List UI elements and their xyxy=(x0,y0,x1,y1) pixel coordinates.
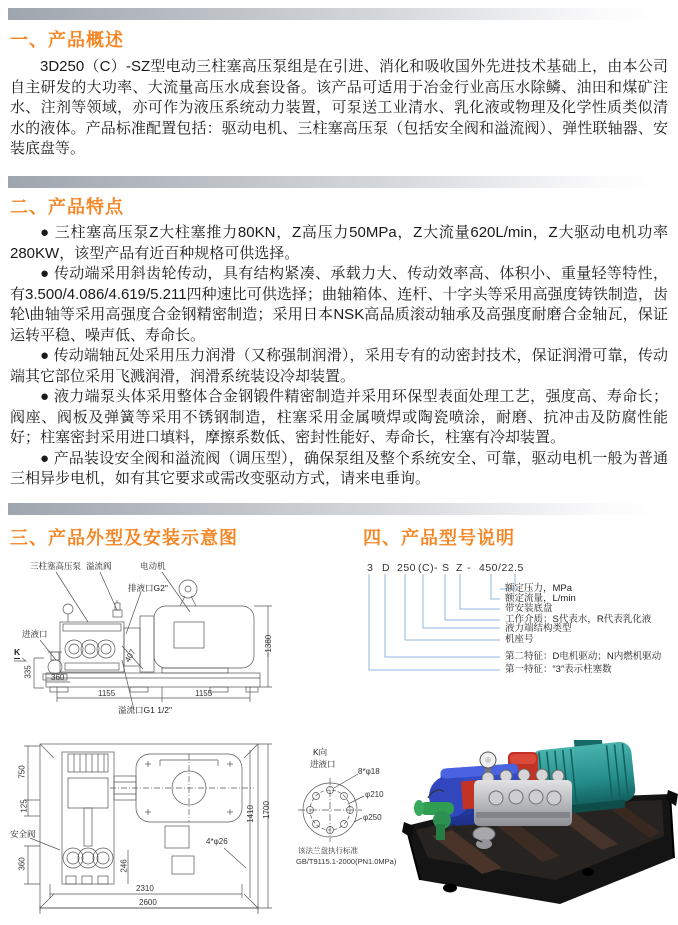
feature-bullet: ● 产品装设安全阀和溢流阀（调压型），确保泵组及整个系统安全、可靠，驱动电机一般为普通三相异步电机，如有其它要求或需改变驱动方式，请来电垂询。 xyxy=(10,449,668,487)
model-code: D xyxy=(382,562,391,574)
flange-detail-diagram xyxy=(296,742,400,884)
dim-1380: ~1380 xyxy=(264,634,274,658)
model-code: - xyxy=(467,562,471,574)
relief-valve-label: 溢流阀 xyxy=(86,561,112,571)
dim-1155-right: 1155 xyxy=(195,689,213,698)
model-code: 450/22.5 xyxy=(479,562,524,574)
feature-bullet: ● 三柱塞高压泵Z大柱塞推力80KN，Z高压力50MPa，Z大流量620L/min，Z大驱动电机功率280KW，该型产品有近百种规格可供选择。 xyxy=(10,224,668,262)
model-legend-item: 液力端结构类型 xyxy=(505,623,572,634)
dim-360: 360 xyxy=(51,673,65,682)
dim-750: 750 xyxy=(17,765,27,779)
feature-bullet: ● 液力端泵头体采用整体合金钢锻件精密制造并采用环保型表面处理工艺，强度高、寿命长；阀座、阀板及弹簧等采用不锈钢制造，柱塞采用金属喷焊或陶瓷喷涂，耐磨、抗冲击及防腐性能好；柱塞密封采用进口填料，摩擦系数低、密封性能好、寿命长，柱塞有冷却装置。 xyxy=(10,388,668,446)
overview-paragraph: 3D250（C）-SZ型电动三柱塞高压泵组是在引进、消化和吸收国外先进技术基础上，由本公司自主研发的大功率、大流量高压水成套设备。该产品可适用于冶金行业高压水除鳞、油田和煤矿注水、注剂等领域，亦可作为液压系统动力装置，可泵送工业清水、乳化液或物理及化学性质类似清水的液体。产品标准配置包括：驱动电机、三柱塞高压泵（包括安全阀和溢流阀）、弹性联轴器、安装底盘等。 xyxy=(10,58,668,157)
side-view-diagram xyxy=(10,560,342,730)
dim-335: 335 xyxy=(23,665,33,679)
model-legend-item: 额定压力，MPa xyxy=(505,583,573,594)
safety-valve-label: 安全阀 xyxy=(10,829,36,839)
model-code: S xyxy=(442,562,450,574)
plan-view-linework xyxy=(10,738,302,925)
model-legend-item: 第二特征：D电机驱动；N内燃机驱动 xyxy=(505,651,662,662)
section-divider-3 xyxy=(8,503,670,515)
bolt-circle-label: 8*φ18 xyxy=(358,767,380,776)
holes-label: 4*φ26 xyxy=(206,837,228,846)
model-code: - xyxy=(434,562,438,574)
section4-title: 四、产品型号说明 xyxy=(363,528,515,548)
k-direction-label: K向 xyxy=(313,747,328,757)
section1-paragraph xyxy=(10,57,668,160)
k-view-label: K xyxy=(14,647,21,657)
dim-2310: 2310 xyxy=(136,884,154,893)
dim-1700: 1700 xyxy=(261,801,271,819)
motor-label: 电动机 xyxy=(140,561,166,571)
flange-standard-line1: 该法兰盘执行标准 xyxy=(298,846,358,855)
discharge-port-label: 排液口G2" xyxy=(128,583,168,593)
section2-title: 二、产品特点 xyxy=(10,197,124,217)
pump-photo xyxy=(392,740,678,925)
pump-photo-art xyxy=(392,740,678,925)
section-divider-1 xyxy=(8,8,670,20)
pump-label: 三柱塞高压泵 xyxy=(30,561,82,571)
dim-246: 246 xyxy=(119,859,129,873)
model-legend-item: 额定流量，L/min xyxy=(505,593,576,604)
model-code: 250 xyxy=(397,562,417,574)
model-legend-item: 第一特征：“3”表示柱塞数 xyxy=(505,664,612,675)
dim-125: 125 xyxy=(19,799,29,813)
dia-210-label: φ210 xyxy=(365,790,384,799)
section3-title: 三、产品外型及安装示意图 xyxy=(10,528,238,548)
overflow-port-label: 溢流口G1 1/2" xyxy=(118,705,173,715)
dim-1155-left: 1155 xyxy=(98,689,116,698)
model-legend-item: 工作介质：S代表水，R代表乳化液 xyxy=(505,614,652,625)
section-divider-2 xyxy=(8,176,670,188)
dia-250-label: φ250 xyxy=(363,813,382,822)
model-code-explanation xyxy=(345,558,675,708)
dim-407: 407 xyxy=(123,647,138,664)
model-code: Z xyxy=(456,562,463,574)
side-view-linework xyxy=(10,560,342,730)
flange-inlet-label: 进液口 xyxy=(310,759,336,769)
section2-bullets xyxy=(10,223,668,490)
section1-title: 一、产品概述 xyxy=(10,30,124,50)
dim-360: 360 xyxy=(17,857,27,871)
model-code: (C) xyxy=(418,562,435,574)
feature-bullet: ● 传动端轴瓦处采用压力润滑（又称强制润滑），采用专有的动密封技术，保证润滑可靠，传动端其它部位采用飞溅润滑，润滑系统装设冷却装置。 xyxy=(10,347,668,385)
model-legend-item: 带安装底盘 xyxy=(505,603,553,614)
feature-bullet: ● 传动端采用斜齿轮传动，具有结构紧凑、承载力大、传动效率高、体积小、重量轻等特性，有3.500/4.086/4.619/5.211四种速比可供选择；曲轴箱体、连杆、十字头等采用高强度铸铁制造，齿轮\曲轴等采用高强度合金钢精密制造；采用日本NSK高品质滚动轴承及高强度耐磨合金轴瓦，保证运转平稳、噪声低、寿命长。 xyxy=(10,265,668,344)
dim-1410: 1410 xyxy=(245,805,255,823)
model-code: 3 xyxy=(367,562,374,574)
inlet-port-label: 进液口 xyxy=(22,629,48,639)
dim-2600: 2600 xyxy=(139,898,157,907)
model-legend-item: 机座号 xyxy=(505,634,534,645)
plan-view-diagram xyxy=(10,738,302,925)
flange-standard-line2: GB/T9115.1-2000(PN1.0MPa) xyxy=(296,857,397,866)
